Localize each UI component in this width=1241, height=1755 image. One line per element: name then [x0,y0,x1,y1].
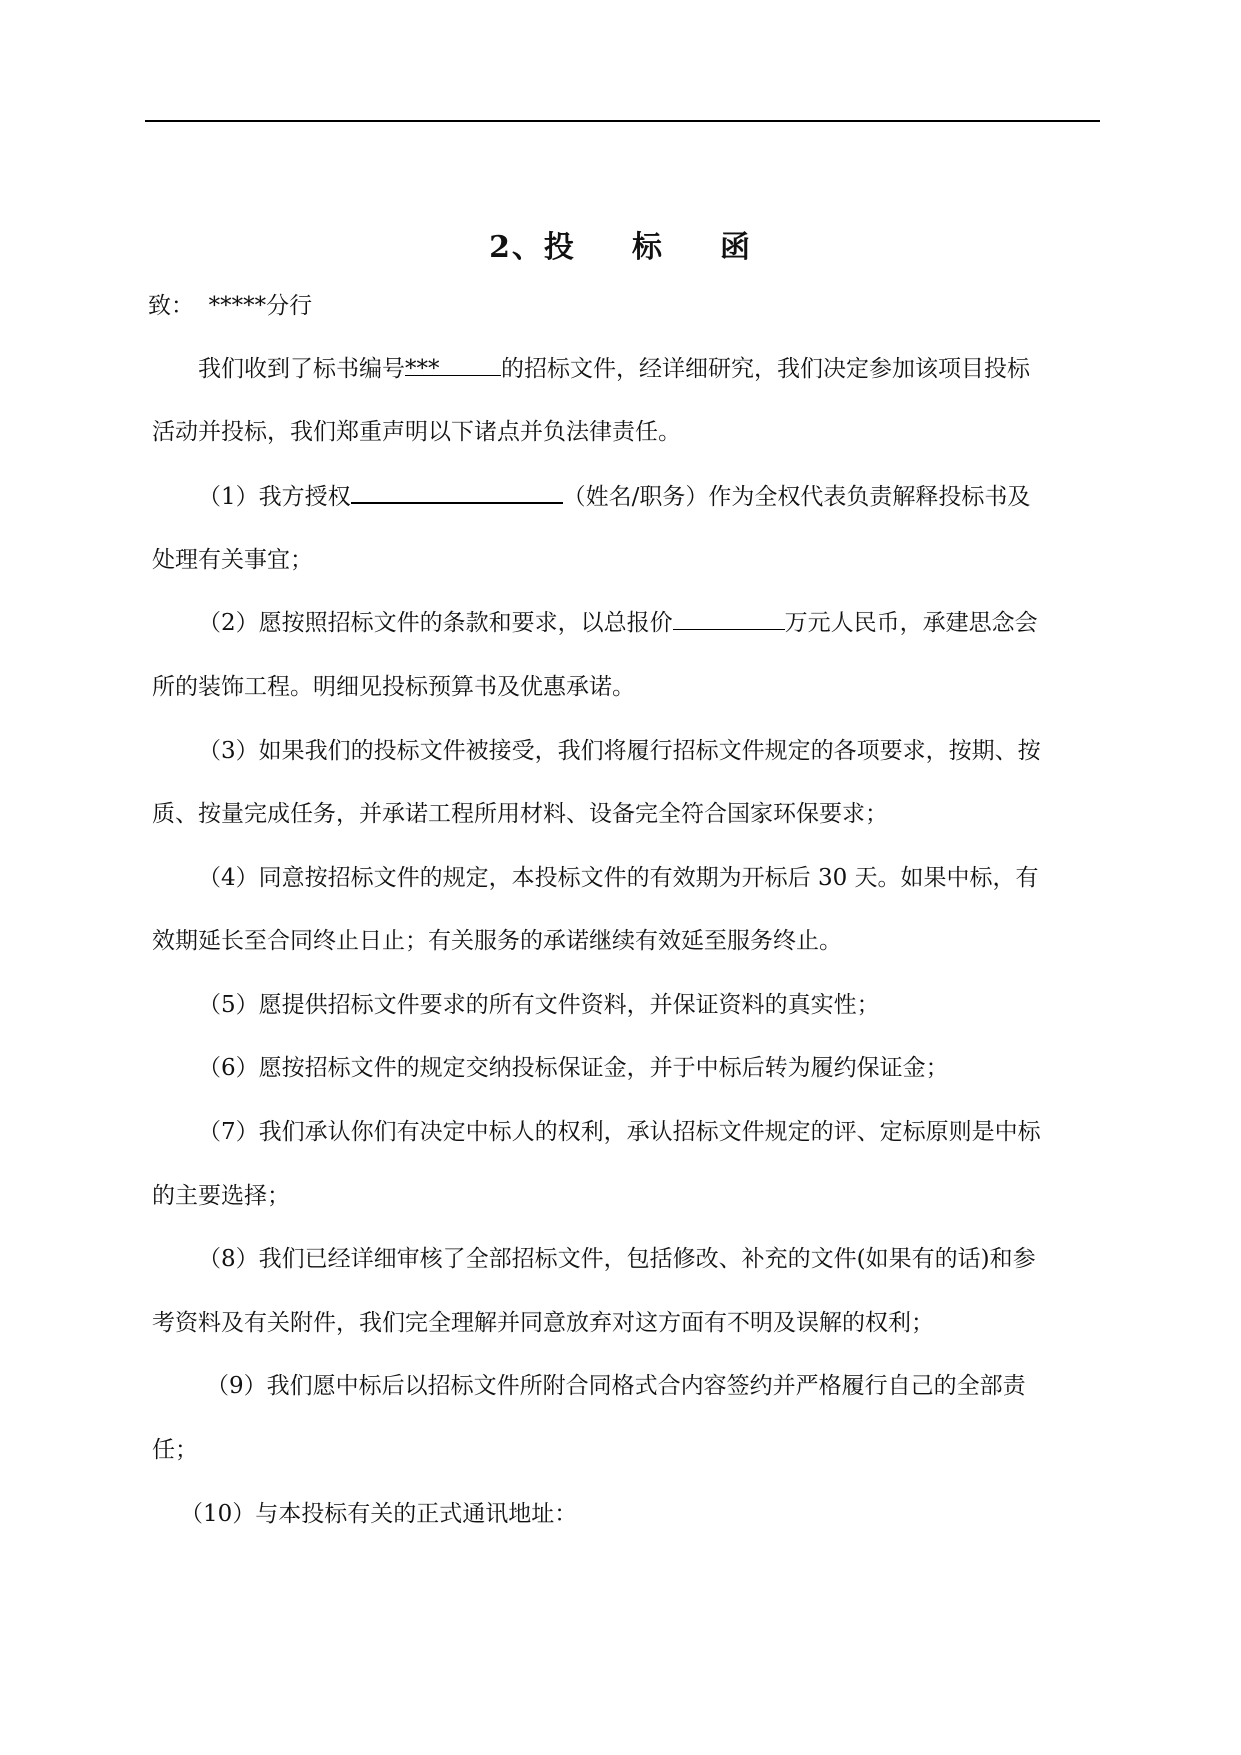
item-3-line-1: （3）如果我们的投标文件被接受，我们将履行招标文件规定的各项要求，按期、按 [198,738,1041,764]
item-1-line-1: （1）我方授权 （姓名/职务）作为全权代表负责解释投标书及 [198,480,1030,513]
intro-line-1: 我们收到了标书编号*** 的招标文件，经详细研究，我们决定参加该项目投标 [198,353,1030,385]
bid-number-blank: *** [405,353,501,376]
item-9-line-1: （9）我们愿中标后以招标文件所附合同格式合内容签约并严格履行自己的全部责 [206,1373,1026,1399]
page-title: 2、投 标 函 [489,230,752,265]
item-3-line-2: 质、按量完成任务，并承诺工程所用材料、设备完全符合国家环保要求； [152,801,888,827]
item-7-line-1: （7）我们承认你们有决定中标人的权利，承认招标文件规定的评、定标原则是中标 [198,1119,1041,1145]
item-2-line-1: （2）愿按照招标文件的条款和要求，以总报价 万元人民币，承建思念会 [198,607,1038,639]
header-rule [145,120,1100,122]
item-9-line-2: 任； [152,1437,198,1463]
item-8-line-1: （8）我们已经详细审核了全部招标文件，包括修改、补充的文件(如果有的话)和参 [198,1246,1036,1272]
total-price-blank [673,607,785,630]
authorized-person-blank [351,480,563,504]
item-4-line-2: 效期延长至合同终止日止；有关服务的承诺继续有效延至服务终止。 [152,928,842,954]
intro-line-2: 活动并投标，我们郑重声明以下诸点并负法律责任。 [152,419,681,445]
addressee-line: 致： *****分行 [148,293,313,319]
item-6: （6）愿按招标文件的规定交纳投标保证金，并于中标后转为履约保证金； [198,1055,949,1081]
item-1-line-2: 处理有关事宜； [152,547,313,573]
item-10: （10）与本投标有关的正式通讯地址： [180,1501,578,1527]
addressee-name: *****分行 [208,293,313,319]
item-2-line-2: 所的装饰工程。明细见投标预算书及优惠承诺。 [152,674,635,700]
item-7-line-2: 的主要选择； [152,1183,290,1209]
item-5: （5）愿提供招标文件要求的所有文件资料，并保证资料的真实性； [198,992,880,1018]
item-4-line-1: （4）同意按招标文件的规定，本投标文件的有效期为开标后 30 天。如果中标，有 [198,865,1039,891]
item-8-line-2: 考资料及有关附件，我们完全理解并同意放弃对这方面有不明及误解的权利； [152,1310,934,1336]
